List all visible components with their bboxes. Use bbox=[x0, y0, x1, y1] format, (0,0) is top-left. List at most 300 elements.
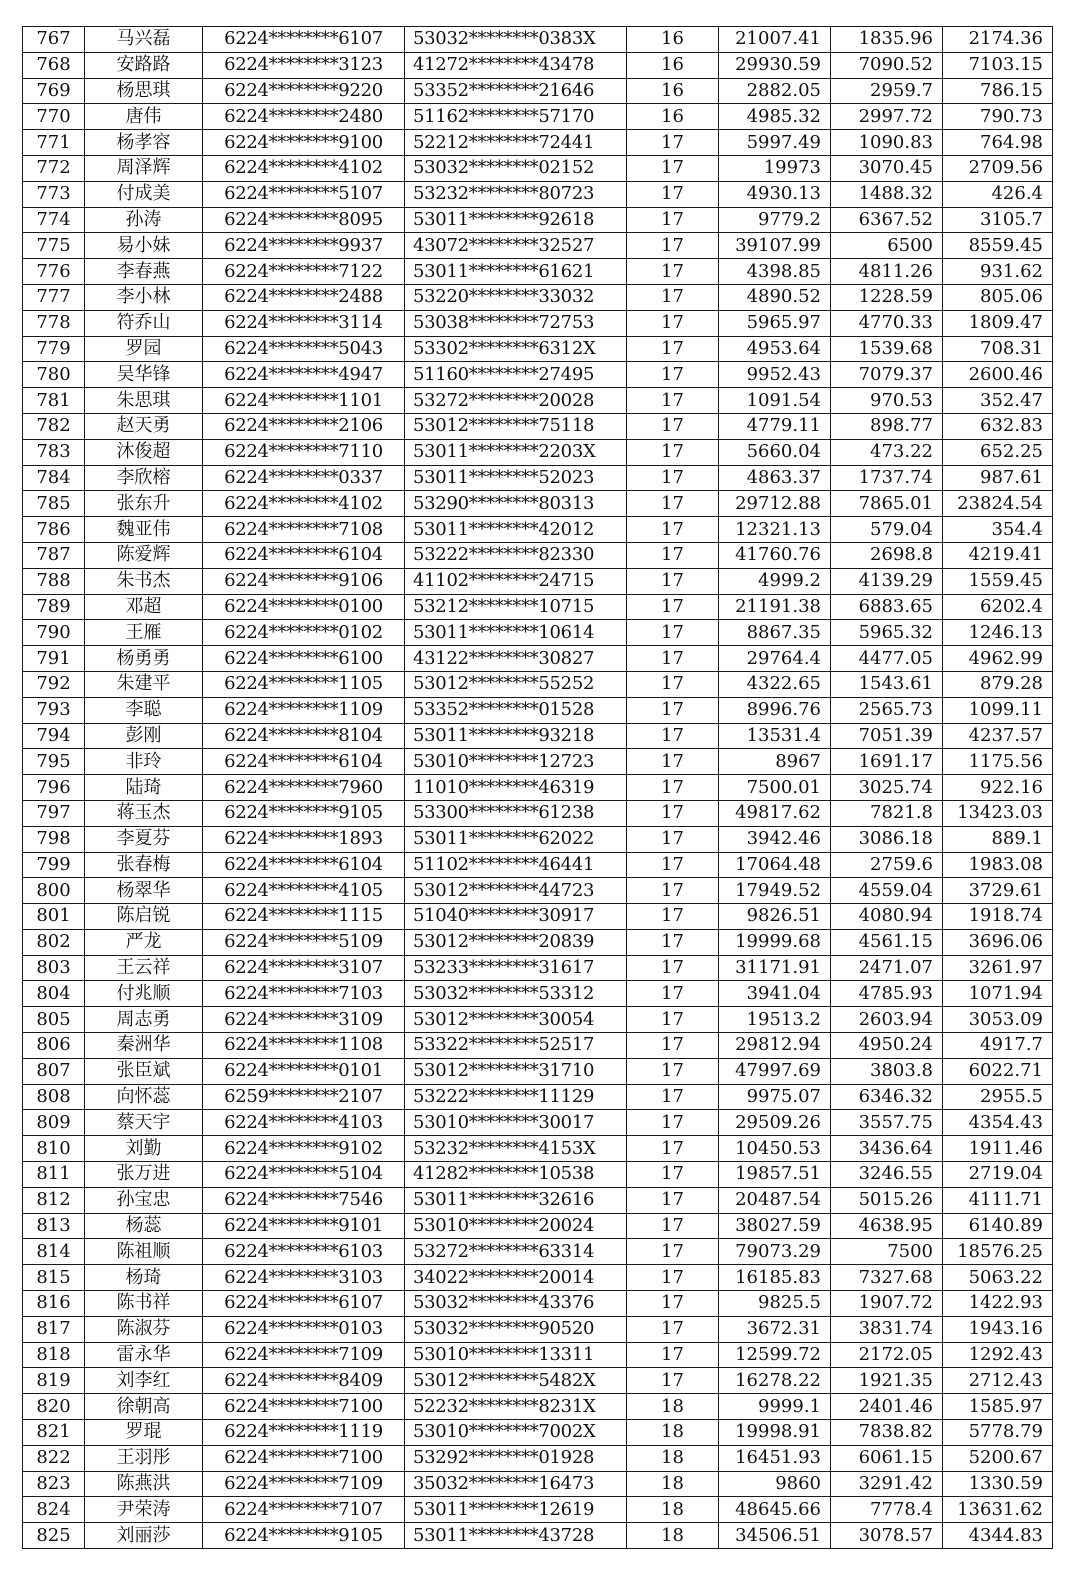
amount-3-cell: 23824.54 bbox=[943, 491, 1053, 517]
group-cell: 17 bbox=[627, 181, 719, 207]
amount-1-cell: 41760.76 bbox=[719, 542, 831, 568]
amount-1-cell: 9860 bbox=[719, 1471, 831, 1497]
group-cell: 17 bbox=[627, 1316, 719, 1342]
group-cell: 17 bbox=[627, 620, 719, 646]
amount-1-cell: 3941.04 bbox=[719, 981, 831, 1007]
amount-1-cell: 4398.85 bbox=[719, 259, 831, 285]
row-number-cell: 788 bbox=[23, 568, 85, 594]
amount-1-cell: 4930.13 bbox=[719, 181, 831, 207]
row-number-cell: 808 bbox=[23, 1084, 85, 1110]
name-cell: 杨孝容 bbox=[85, 130, 203, 156]
amount-1-cell: 17064.48 bbox=[719, 852, 831, 878]
amount-1-cell: 8996.76 bbox=[719, 697, 831, 723]
amount-1-cell: 4999.2 bbox=[719, 568, 831, 594]
name-cell: 陈祖顺 bbox=[85, 1239, 203, 1265]
row-number-cell: 782 bbox=[23, 413, 85, 439]
amount-1-cell: 49817.62 bbox=[719, 800, 831, 826]
bank-card-cell: 6224********0337 bbox=[203, 465, 405, 491]
amount-2-cell: 3086.18 bbox=[831, 826, 943, 852]
table-row bbox=[23, 671, 1053, 697]
name-cell: 雷永华 bbox=[85, 1342, 203, 1368]
amount-1-cell: 19973 bbox=[719, 155, 831, 181]
amount-3-cell: 5778.79 bbox=[943, 1420, 1053, 1446]
amount-3-cell: 2174.36 bbox=[943, 27, 1053, 53]
amount-3-cell: 1559.45 bbox=[943, 568, 1053, 594]
group-cell: 17 bbox=[627, 130, 719, 156]
row-number-cell: 781 bbox=[23, 388, 85, 414]
bank-card-cell: 6224********1108 bbox=[203, 1033, 405, 1059]
amount-2-cell: 2603.94 bbox=[831, 1007, 943, 1033]
table-row bbox=[23, 517, 1053, 543]
amount-2-cell: 4561.15 bbox=[831, 929, 943, 955]
id-number-cell: 53290********80313 bbox=[405, 491, 627, 517]
amount-1-cell: 29764.4 bbox=[719, 646, 831, 672]
name-cell: 杨蕊 bbox=[85, 1213, 203, 1239]
bank-card-cell: 6224********7100 bbox=[203, 1394, 405, 1420]
group-cell: 17 bbox=[627, 336, 719, 362]
bank-card-cell: 6224********1115 bbox=[203, 904, 405, 930]
name-cell: 孙宝忠 bbox=[85, 1187, 203, 1213]
amount-3-cell: 805.06 bbox=[943, 284, 1053, 310]
row-number-cell: 776 bbox=[23, 259, 85, 285]
group-cell: 17 bbox=[627, 929, 719, 955]
group-cell: 18 bbox=[627, 1394, 719, 1420]
amount-1-cell: 9975.07 bbox=[719, 1084, 831, 1110]
id-number-cell: 53232********4153X bbox=[405, 1136, 627, 1162]
table-row bbox=[23, 1136, 1053, 1162]
bank-card-cell: 6224********1101 bbox=[203, 388, 405, 414]
id-number-cell: 53352********21646 bbox=[405, 78, 627, 104]
bank-card-cell: 6224********5043 bbox=[203, 336, 405, 362]
amount-3-cell: 8559.45 bbox=[943, 233, 1053, 259]
amount-1-cell: 2882.05 bbox=[719, 78, 831, 104]
group-cell: 17 bbox=[627, 542, 719, 568]
row-number-cell: 817 bbox=[23, 1316, 85, 1342]
amount-1-cell: 9779.2 bbox=[719, 207, 831, 233]
row-number-cell: 810 bbox=[23, 1136, 85, 1162]
table-row bbox=[23, 413, 1053, 439]
amount-3-cell: 2719.04 bbox=[943, 1162, 1053, 1188]
amount-2-cell: 3025.74 bbox=[831, 775, 943, 801]
amount-2-cell: 4139.29 bbox=[831, 568, 943, 594]
row-number-cell: 792 bbox=[23, 671, 85, 697]
group-cell: 17 bbox=[627, 1265, 719, 1291]
name-cell: 陆琦 bbox=[85, 775, 203, 801]
row-number-cell: 819 bbox=[23, 1368, 85, 1394]
table-row bbox=[23, 336, 1053, 362]
amount-2-cell: 2698.8 bbox=[831, 542, 943, 568]
table-row bbox=[23, 1368, 1053, 1394]
amount-1-cell: 16278.22 bbox=[719, 1368, 831, 1394]
amount-2-cell: 579.04 bbox=[831, 517, 943, 543]
bank-card-cell: 6224********7107 bbox=[203, 1497, 405, 1523]
table-row bbox=[23, 852, 1053, 878]
table-body bbox=[23, 27, 1053, 1549]
name-cell: 孙涛 bbox=[85, 207, 203, 233]
amount-2-cell: 1907.72 bbox=[831, 1291, 943, 1317]
amount-1-cell: 21191.38 bbox=[719, 594, 831, 620]
id-number-cell: 53032********0383X bbox=[405, 27, 627, 53]
group-cell: 18 bbox=[627, 1471, 719, 1497]
name-cell: 赵天勇 bbox=[85, 413, 203, 439]
table-row bbox=[23, 904, 1053, 930]
group-cell: 16 bbox=[627, 104, 719, 130]
name-cell: 蒋玉杰 bbox=[85, 800, 203, 826]
id-number-cell: 53012********5482X bbox=[405, 1368, 627, 1394]
table-row bbox=[23, 568, 1053, 594]
name-cell: 陈爱辉 bbox=[85, 542, 203, 568]
bank-card-cell: 6224********7109 bbox=[203, 1471, 405, 1497]
amount-1-cell: 16185.83 bbox=[719, 1265, 831, 1291]
amount-2-cell: 3803.8 bbox=[831, 1058, 943, 1084]
bank-card-cell: 6224********6104 bbox=[203, 749, 405, 775]
table-row bbox=[23, 181, 1053, 207]
table-row bbox=[23, 594, 1053, 620]
amount-3-cell: 786.15 bbox=[943, 78, 1053, 104]
row-number-cell: 795 bbox=[23, 749, 85, 775]
group-cell: 17 bbox=[627, 1187, 719, 1213]
amount-2-cell: 2172.05 bbox=[831, 1342, 943, 1368]
amount-3-cell: 764.98 bbox=[943, 130, 1053, 156]
name-cell: 周泽辉 bbox=[85, 155, 203, 181]
row-number-cell: 771 bbox=[23, 130, 85, 156]
amount-3-cell: 4962.99 bbox=[943, 646, 1053, 672]
bank-card-cell: 6224********1893 bbox=[203, 826, 405, 852]
group-cell: 17 bbox=[627, 646, 719, 672]
name-cell: 尹荣涛 bbox=[85, 1497, 203, 1523]
amount-3-cell: 1809.47 bbox=[943, 310, 1053, 336]
amount-1-cell: 48645.66 bbox=[719, 1497, 831, 1523]
bank-card-cell: 6224********4102 bbox=[203, 155, 405, 181]
group-cell: 17 bbox=[627, 981, 719, 1007]
amount-2-cell: 6500 bbox=[831, 233, 943, 259]
bank-card-cell: 6224********6104 bbox=[203, 852, 405, 878]
id-number-cell: 53038********72753 bbox=[405, 310, 627, 336]
amount-2-cell: 7821.8 bbox=[831, 800, 943, 826]
amount-2-cell: 6061.15 bbox=[831, 1445, 943, 1471]
table-row bbox=[23, 697, 1053, 723]
bank-card-cell: 6224********5104 bbox=[203, 1162, 405, 1188]
bank-card-cell: 6224********1119 bbox=[203, 1420, 405, 1446]
bank-card-cell: 6224********5107 bbox=[203, 181, 405, 207]
id-number-cell: 51040********30917 bbox=[405, 904, 627, 930]
group-cell: 17 bbox=[627, 465, 719, 491]
id-number-cell: 53012********44723 bbox=[405, 878, 627, 904]
name-cell: 张春梅 bbox=[85, 852, 203, 878]
table-row bbox=[23, 491, 1053, 517]
name-cell: 蔡天宇 bbox=[85, 1110, 203, 1136]
name-cell: 李聪 bbox=[85, 697, 203, 723]
id-number-cell: 53032********53312 bbox=[405, 981, 627, 1007]
amount-2-cell: 2959.7 bbox=[831, 78, 943, 104]
id-number-cell: 53011********93218 bbox=[405, 723, 627, 749]
table-row bbox=[23, 620, 1053, 646]
bank-card-cell: 6224********9106 bbox=[203, 568, 405, 594]
table-row bbox=[23, 955, 1053, 981]
table-row bbox=[23, 1007, 1053, 1033]
group-cell: 17 bbox=[627, 1058, 719, 1084]
amount-1-cell: 39107.99 bbox=[719, 233, 831, 259]
amount-3-cell: 3729.61 bbox=[943, 878, 1053, 904]
amount-3-cell: 1911.46 bbox=[943, 1136, 1053, 1162]
amount-2-cell: 970.53 bbox=[831, 388, 943, 414]
group-cell: 17 bbox=[627, 233, 719, 259]
amount-1-cell: 9952.43 bbox=[719, 362, 831, 388]
amount-2-cell: 4080.94 bbox=[831, 904, 943, 930]
amount-1-cell: 19998.91 bbox=[719, 1420, 831, 1446]
name-cell: 严龙 bbox=[85, 929, 203, 955]
amount-2-cell: 4638.95 bbox=[831, 1213, 943, 1239]
id-number-cell: 53232********80723 bbox=[405, 181, 627, 207]
amount-1-cell: 29812.94 bbox=[719, 1033, 831, 1059]
row-number-cell: 816 bbox=[23, 1291, 85, 1317]
amount-2-cell: 1488.32 bbox=[831, 181, 943, 207]
id-number-cell: 53012********20839 bbox=[405, 929, 627, 955]
row-number-cell: 796 bbox=[23, 775, 85, 801]
group-cell: 17 bbox=[627, 568, 719, 594]
name-cell: 张臣斌 bbox=[85, 1058, 203, 1084]
amount-1-cell: 5997.49 bbox=[719, 130, 831, 156]
amount-2-cell: 7090.52 bbox=[831, 52, 943, 78]
group-cell: 17 bbox=[627, 439, 719, 465]
name-cell: 徐朝高 bbox=[85, 1394, 203, 1420]
table-row bbox=[23, 207, 1053, 233]
amount-2-cell: 5015.26 bbox=[831, 1187, 943, 1213]
table-row bbox=[23, 1394, 1053, 1420]
row-number-cell: 799 bbox=[23, 852, 85, 878]
group-cell: 17 bbox=[627, 749, 719, 775]
group-cell: 17 bbox=[627, 1162, 719, 1188]
amount-2-cell: 473.22 bbox=[831, 439, 943, 465]
name-cell: 安路路 bbox=[85, 52, 203, 78]
amount-2-cell: 7865.01 bbox=[831, 491, 943, 517]
id-number-cell: 53012********75118 bbox=[405, 413, 627, 439]
table-row bbox=[23, 1342, 1053, 1368]
name-cell: 秦洲华 bbox=[85, 1033, 203, 1059]
bank-card-cell: 6224********9105 bbox=[203, 800, 405, 826]
amount-2-cell: 1737.74 bbox=[831, 465, 943, 491]
id-number-cell: 53011********52023 bbox=[405, 465, 627, 491]
row-number-cell: 774 bbox=[23, 207, 85, 233]
amount-3-cell: 1292.43 bbox=[943, 1342, 1053, 1368]
amount-3-cell: 354.4 bbox=[943, 517, 1053, 543]
amount-3-cell: 1071.94 bbox=[943, 981, 1053, 1007]
table-row bbox=[23, 155, 1053, 181]
row-number-cell: 809 bbox=[23, 1110, 85, 1136]
amount-3-cell: 1246.13 bbox=[943, 620, 1053, 646]
id-number-cell: 43122********30827 bbox=[405, 646, 627, 672]
table-row bbox=[23, 362, 1053, 388]
id-number-cell: 53011********42012 bbox=[405, 517, 627, 543]
amount-2-cell: 1090.83 bbox=[831, 130, 943, 156]
bank-card-cell: 6224********6100 bbox=[203, 646, 405, 672]
amount-3-cell: 4219.41 bbox=[943, 542, 1053, 568]
bank-card-cell: 6224********1105 bbox=[203, 671, 405, 697]
amount-2-cell: 4477.05 bbox=[831, 646, 943, 672]
row-number-cell: 797 bbox=[23, 800, 85, 826]
bank-card-cell: 6224********0102 bbox=[203, 620, 405, 646]
amount-1-cell: 31171.91 bbox=[719, 955, 831, 981]
group-cell: 18 bbox=[627, 1420, 719, 1446]
amount-1-cell: 9825.5 bbox=[719, 1291, 831, 1317]
row-number-cell: 825 bbox=[23, 1523, 85, 1549]
id-number-cell: 53032********90520 bbox=[405, 1316, 627, 1342]
amount-1-cell: 79073.29 bbox=[719, 1239, 831, 1265]
row-number-cell: 777 bbox=[23, 284, 85, 310]
bank-card-cell: 6224********9937 bbox=[203, 233, 405, 259]
amount-3-cell: 652.25 bbox=[943, 439, 1053, 465]
name-cell: 陈书祥 bbox=[85, 1291, 203, 1317]
row-number-cell: 822 bbox=[23, 1445, 85, 1471]
bank-card-cell: 6224********6107 bbox=[203, 1291, 405, 1317]
amount-1-cell: 21007.41 bbox=[719, 27, 831, 53]
id-number-cell: 41282********10538 bbox=[405, 1162, 627, 1188]
amount-3-cell: 4344.83 bbox=[943, 1523, 1053, 1549]
amount-2-cell: 3436.64 bbox=[831, 1136, 943, 1162]
id-number-cell: 53222********82330 bbox=[405, 542, 627, 568]
bank-card-cell: 6224********4102 bbox=[203, 491, 405, 517]
bank-card-cell: 6224********0101 bbox=[203, 1058, 405, 1084]
bank-card-cell: 6224********9102 bbox=[203, 1136, 405, 1162]
amount-3-cell: 1983.08 bbox=[943, 852, 1053, 878]
row-number-cell: 805 bbox=[23, 1007, 85, 1033]
id-number-cell: 53212********10715 bbox=[405, 594, 627, 620]
bank-card-cell: 6224********8095 bbox=[203, 207, 405, 233]
row-number-cell: 815 bbox=[23, 1265, 85, 1291]
row-number-cell: 821 bbox=[23, 1420, 85, 1446]
table-row bbox=[23, 1213, 1053, 1239]
amount-3-cell: 3105.7 bbox=[943, 207, 1053, 233]
table-row bbox=[23, 1445, 1053, 1471]
id-number-cell: 51102********46441 bbox=[405, 852, 627, 878]
id-number-cell: 53010********7002X bbox=[405, 1420, 627, 1446]
amount-2-cell: 4770.33 bbox=[831, 310, 943, 336]
row-number-cell: 768 bbox=[23, 52, 85, 78]
group-cell: 17 bbox=[627, 284, 719, 310]
amount-3-cell: 5063.22 bbox=[943, 1265, 1053, 1291]
table-row bbox=[23, 1471, 1053, 1497]
name-cell: 王羽彤 bbox=[85, 1445, 203, 1471]
amount-2-cell: 3078.57 bbox=[831, 1523, 943, 1549]
id-number-cell: 34022********20014 bbox=[405, 1265, 627, 1291]
row-number-cell: 794 bbox=[23, 723, 85, 749]
amount-3-cell: 1943.16 bbox=[943, 1316, 1053, 1342]
name-cell: 非玲 bbox=[85, 749, 203, 775]
name-cell: 张东升 bbox=[85, 491, 203, 517]
id-number-cell: 53011********32616 bbox=[405, 1187, 627, 1213]
amount-3-cell: 4917.7 bbox=[943, 1033, 1053, 1059]
row-number-cell: 818 bbox=[23, 1342, 85, 1368]
row-number-cell: 784 bbox=[23, 465, 85, 491]
bank-card-cell: 6224********8104 bbox=[203, 723, 405, 749]
amount-1-cell: 34506.51 bbox=[719, 1523, 831, 1549]
name-cell: 李欣榕 bbox=[85, 465, 203, 491]
amount-1-cell: 4953.64 bbox=[719, 336, 831, 362]
amount-3-cell: 3696.06 bbox=[943, 929, 1053, 955]
id-number-cell: 53233********31617 bbox=[405, 955, 627, 981]
row-number-cell: 824 bbox=[23, 1497, 85, 1523]
group-cell: 17 bbox=[627, 775, 719, 801]
id-number-cell: 53010********12723 bbox=[405, 749, 627, 775]
group-cell: 17 bbox=[627, 1239, 719, 1265]
amount-1-cell: 9826.51 bbox=[719, 904, 831, 930]
row-number-cell: 813 bbox=[23, 1213, 85, 1239]
name-cell: 刘李红 bbox=[85, 1368, 203, 1394]
data-table bbox=[22, 26, 1053, 1549]
row-number-cell: 786 bbox=[23, 517, 85, 543]
amount-3-cell: 1099.11 bbox=[943, 697, 1053, 723]
amount-1-cell: 47997.69 bbox=[719, 1058, 831, 1084]
amount-1-cell: 19999.68 bbox=[719, 929, 831, 955]
amount-3-cell: 931.62 bbox=[943, 259, 1053, 285]
group-cell: 18 bbox=[627, 1445, 719, 1471]
group-cell: 17 bbox=[627, 955, 719, 981]
bank-card-cell: 6224********6103 bbox=[203, 1239, 405, 1265]
table-row bbox=[23, 981, 1053, 1007]
row-number-cell: 820 bbox=[23, 1394, 85, 1420]
amount-2-cell: 898.77 bbox=[831, 413, 943, 439]
row-number-cell: 798 bbox=[23, 826, 85, 852]
name-cell: 付兆顺 bbox=[85, 981, 203, 1007]
amount-3-cell: 4237.57 bbox=[943, 723, 1053, 749]
id-number-cell: 53011********61621 bbox=[405, 259, 627, 285]
amount-3-cell: 6202.4 bbox=[943, 594, 1053, 620]
id-number-cell: 53011********92618 bbox=[405, 207, 627, 233]
bank-card-cell: 6224********2480 bbox=[203, 104, 405, 130]
group-cell: 17 bbox=[627, 1033, 719, 1059]
group-cell: 17 bbox=[627, 517, 719, 543]
id-number-cell: 53272********20028 bbox=[405, 388, 627, 414]
id-number-cell: 53011********12619 bbox=[405, 1497, 627, 1523]
name-cell: 杨翠华 bbox=[85, 878, 203, 904]
id-number-cell: 53010********13311 bbox=[405, 1342, 627, 1368]
table-row bbox=[23, 542, 1053, 568]
amount-2-cell: 6346.32 bbox=[831, 1084, 943, 1110]
group-cell: 17 bbox=[627, 878, 719, 904]
amount-2-cell: 2565.73 bbox=[831, 697, 943, 723]
amount-1-cell: 3942.46 bbox=[719, 826, 831, 852]
bank-card-cell: 6224********4103 bbox=[203, 1110, 405, 1136]
id-number-cell: 53012********30054 bbox=[405, 1007, 627, 1033]
amount-1-cell: 12321.13 bbox=[719, 517, 831, 543]
group-cell: 16 bbox=[627, 78, 719, 104]
group-cell: 18 bbox=[627, 1523, 719, 1549]
name-cell: 唐伟 bbox=[85, 104, 203, 130]
row-number-cell: 803 bbox=[23, 955, 85, 981]
name-cell: 易小妹 bbox=[85, 233, 203, 259]
row-number-cell: 772 bbox=[23, 155, 85, 181]
amount-1-cell: 7500.01 bbox=[719, 775, 831, 801]
amount-2-cell: 6367.52 bbox=[831, 207, 943, 233]
table-row bbox=[23, 929, 1053, 955]
row-number-cell: 791 bbox=[23, 646, 85, 672]
amount-1-cell: 5660.04 bbox=[719, 439, 831, 465]
row-number-cell: 804 bbox=[23, 981, 85, 1007]
group-cell: 17 bbox=[627, 800, 719, 826]
table-row bbox=[23, 1523, 1053, 1549]
name-cell: 付成美 bbox=[85, 181, 203, 207]
row-number-cell: 814 bbox=[23, 1239, 85, 1265]
id-number-cell: 53322********52517 bbox=[405, 1033, 627, 1059]
amount-2-cell: 1921.35 bbox=[831, 1368, 943, 1394]
id-number-cell: 53012********31710 bbox=[405, 1058, 627, 1084]
group-cell: 17 bbox=[627, 1291, 719, 1317]
name-cell: 杨思琪 bbox=[85, 78, 203, 104]
amount-3-cell: 426.4 bbox=[943, 181, 1053, 207]
amount-2-cell: 1543.61 bbox=[831, 671, 943, 697]
row-number-cell: 780 bbox=[23, 362, 85, 388]
row-number-cell: 787 bbox=[23, 542, 85, 568]
